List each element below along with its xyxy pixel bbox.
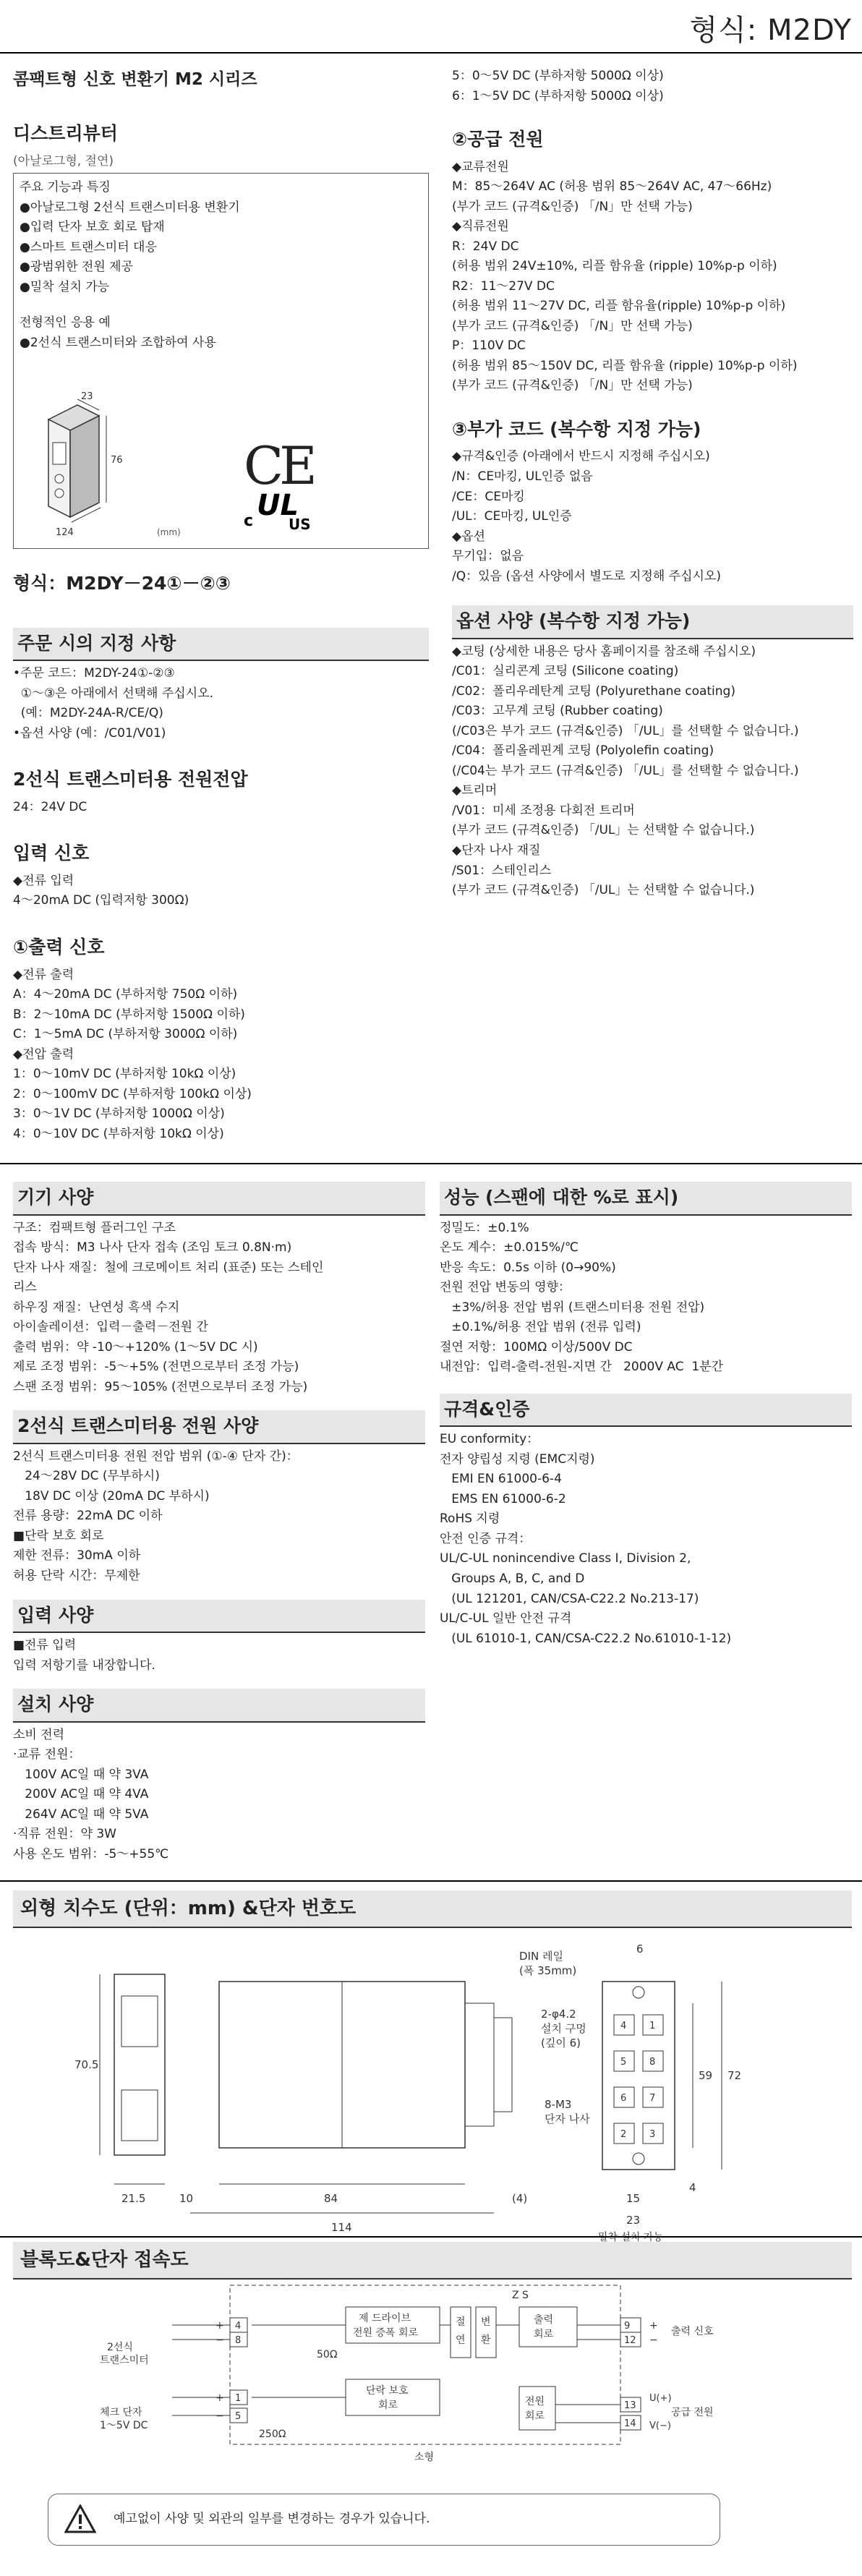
polarity-sign: +: [216, 2392, 224, 2404]
device-spec-title: 기기 사양: [13, 1182, 425, 1216]
addcode-list: [452, 447, 853, 587]
psu-title: 2선식 트랜스미터용 전원전압: [13, 769, 248, 790]
list-item: 264V AC일 때 약 5VA: [13, 1807, 149, 1822]
ohm1: 50Ω: [317, 2349, 338, 2360]
list-item: EU conformity：: [440, 1432, 539, 1447]
list-item: 스팬 조정 범위：95～105% (전면으로부터 조정 가능): [13, 1379, 308, 1394]
terminal-number: 14: [624, 2418, 636, 2429]
screw-sub: 단자 나사: [545, 2112, 590, 2125]
dim-height: 76: [111, 455, 123, 466]
list-item: 내전압：입력-출력-전원-지면 간 2000V AC 1분간: [440, 1360, 724, 1375]
install-spec-title: 설치 사양: [13, 1689, 425, 1723]
dim-term-w2: 23: [626, 2214, 641, 2227]
list-item: 소비 전력: [13, 1727, 65, 1742]
list-item: /CE：CE마킹: [452, 489, 525, 504]
features-title: 주요 기능과 특징: [20, 180, 111, 195]
terminal-number: 4: [235, 2321, 242, 2332]
list-item: ■단락 보호 회로: [13, 1528, 104, 1543]
list-item: ●광범위한 전원 제공: [20, 260, 134, 275]
list-item: EMI EN 61000-6-4: [440, 1472, 562, 1487]
list-item: ①～③은 아래에서 선택해 주십시오.: [13, 686, 213, 701]
dim-depth: 124: [56, 527, 74, 539]
list-item: 18V DC 이상 (20mA DC 부하시): [13, 1488, 210, 1504]
list-item: 출력 범위：약 -10～+120% (1～5V DC 시): [13, 1339, 258, 1355]
list-item: (/C03은 부가 코드 (규격&인증) 「/UL」를 선택할 수 없습니다.): [452, 723, 799, 738]
svg-text:UL: UL: [257, 489, 299, 523]
list-item: R2：11～27V DC: [452, 278, 555, 294]
polarity-sign: +: [649, 2320, 658, 2332]
list-item: 3：0～1V DC (부하저항 1000Ω 이상): [13, 1106, 225, 1122]
list-item: 접속 방식：M3 나사 단자 접속 (조임 토크 0.8N·m): [13, 1240, 292, 1255]
dim-width: 23: [81, 391, 93, 403]
list-item: 24～28V DC (무부하시): [13, 1469, 160, 1484]
list-item: ●입력 단자 보호 회로 탑재: [20, 220, 165, 235]
dim-rail-gap: (4): [512, 2192, 528, 2205]
list-item: UL/C-UL nonincendive Class I, Division 2,: [440, 1551, 691, 1566]
output-list: [13, 965, 429, 1145]
terminal-number: 1: [235, 2393, 242, 2404]
std-title: 규격&인증: [440, 1394, 852, 1428]
list-item: ◆옵션: [452, 529, 485, 544]
dim-note: · 밀착 설치 가능: [592, 2232, 663, 2242]
din-label: DIN 레일: [519, 1950, 563, 1963]
dim-total-width: 114: [331, 2221, 352, 2234]
list-item: ◆규격&인증 (아래에서 반드시 지정해 주십시오): [452, 449, 710, 464]
terminal-number: 1: [649, 2021, 656, 2031]
addcode-title: ③부가 코드 (복수항 지정 가능): [452, 418, 701, 440]
u-plus: U(+): [649, 2393, 672, 2404]
list-item: (예：M2DY-24A-R/CE/Q): [13, 706, 163, 721]
list-item: •옵션 사양 (예：/C01/V01): [13, 725, 166, 741]
list-item: (허용 범위 11～27V DC, 리플 함유율(ripple) 10%p-p 이하): [452, 299, 786, 314]
order-title: 주문 시의 지정 사항: [13, 628, 429, 662]
terminal-number: 2: [620, 2129, 627, 2140]
dim-term-top: 6: [636, 1942, 644, 1956]
list-item: •주문 코드：M2DY-24①-②③: [13, 666, 175, 681]
power1: 전원: [525, 2396, 545, 2407]
terminal-number: 12: [624, 2335, 636, 2346]
list-item: 입력 저항기를 내장합니다.: [13, 1658, 155, 1673]
input-title: 입력 신호: [13, 843, 90, 864]
case-label: 소형: [414, 2452, 435, 2463]
list-item: (/C04는 부가 코드 (규격&인증) 「/UL」를 선택할 수 없습니다.): [452, 763, 799, 778]
list-item: 4：0～10V DC (부하저항 10kΩ 이상): [13, 1126, 224, 1141]
features-box: [13, 173, 429, 549]
option-title: 옵션 사양 (복수항 지정 가능): [452, 605, 853, 639]
limiter2: 전원 증폭 회로: [353, 2327, 419, 2339]
list-item: 아이솔레이션：입력－출력－전원 간: [13, 1320, 208, 1335]
list-item: (허용 범위 85～150V DC, 리플 함유율 (ripple) 10%p-p 이하): [452, 358, 798, 373]
std-list: [440, 1430, 852, 1649]
terminal-number: 8: [235, 2335, 242, 2346]
notice-box: [48, 2494, 720, 2546]
list-item: ±0.1%/허용 전압 범위 (전류 입력): [440, 1320, 641, 1335]
polarity-sign: +: [216, 2320, 224, 2332]
tx-label2: 트랜스미터: [100, 2355, 149, 2366]
list-item: (UL 61010-1, CAN/CSA-C22.2 No.61010-1-12): [440, 1631, 732, 1646]
install-spec-list: [13, 1726, 425, 1865]
list-item: ●2선식 트랜스미터와 조합하여 사용: [20, 336, 216, 350]
list-item: /C03：고무계 코팅 (Rubber coating): [452, 704, 663, 719]
list-item: 전자 양립성 지령 (EMC지령): [440, 1451, 595, 1467]
power-title: ②공급 전원: [452, 129, 544, 150]
list-item: 6：1～5V DC (부하저항 5000Ω 이상): [452, 88, 664, 103]
list-item: 절연 저항：100MΩ 이상/500V DC: [440, 1339, 633, 1355]
list-item: 1：0～10mV DC (부하저항 10kΩ 이상): [13, 1067, 236, 1082]
product-name: 디스트리뷰터: [13, 123, 118, 145]
svg-text:c: c: [244, 512, 254, 531]
power-list: [452, 158, 853, 396]
list-item: ●스마트 트랜스미터 대응: [20, 239, 157, 255]
list-item: 200V AC일 때 약 4VA: [13, 1787, 149, 1802]
list-item: (UL 121201, CAN/CSA-C22.2 No.213-17): [440, 1591, 699, 1606]
terminal-number: 5: [620, 2057, 627, 2068]
terminal-number: 3: [649, 2129, 656, 2140]
dim-gap: 10: [179, 2192, 194, 2205]
model-title: 형식: M2DY: [689, 14, 852, 47]
list-item: 24：24V DC: [13, 799, 88, 814]
list-item: 2：0～100mV DC (부하저항 100kΩ 이상): [13, 1086, 252, 1101]
notice-text: 예고없이 사양 및 외관의 일부를 변경하는 경우가 있습니다.: [114, 2512, 430, 2527]
terminal-number: 6: [620, 2093, 627, 2104]
list-item: /Q：있음 (옵션 사양에서 별도로 지정해 주십시오): [452, 568, 721, 584]
dim-term-side: 4: [689, 2181, 696, 2194]
dimensions-title: 외형 치수도 (단위：mm) &단자 번호도: [13, 1890, 852, 1928]
list-item: 2선식 트랜스미터용 전원 전압 범위 (①-④ 단자 간)：: [13, 1449, 299, 1464]
section-divider-2: [0, 1880, 862, 1882]
list-item: 4～20mA DC (입력저항 300Ω): [13, 893, 189, 908]
dim-front-height: 70.5: [74, 2058, 99, 2071]
list-item: (허용 범위 24V±10%, 리플 함유율 (ripple) 10%p-p 이하): [452, 259, 777, 274]
list-item: (부가 코드 (규격&인증) 「/UL」는 선택할 수 없습니다.): [452, 883, 755, 898]
series-title: 콤팩트형 신호 변환기 M2 시리즈: [13, 70, 257, 89]
right-column: [452, 67, 853, 901]
protect1: 단락 보호: [366, 2385, 409, 2397]
list-item: P：110V DC: [452, 338, 526, 354]
list-item: 제한 전류：30mA 이하: [13, 1548, 141, 1564]
isolate2: 연: [456, 2334, 466, 2346]
list-item: /S01：스테인리스: [452, 863, 552, 878]
output-title: ①출력 신호: [13, 937, 105, 958]
list-item: B：2～10mA DC (부하저항 1500Ω 이하): [13, 1007, 245, 1022]
list-item: ◆직류전원: [452, 219, 509, 234]
dim-term-w1: 15: [626, 2192, 641, 2205]
apps-list: [20, 333, 422, 354]
svg-text:US: US: [289, 516, 311, 534]
section-divider: [0, 1163, 862, 1164]
list-item: R：24V DC: [452, 239, 519, 254]
list-item: ·교류 전원：: [13, 1747, 81, 1762]
polarity-sign: −: [216, 2410, 224, 2422]
list-item: RoHS 지령: [440, 1511, 500, 1527]
input-spec-list: [13, 1636, 425, 1676]
amp2: 환: [481, 2334, 491, 2346]
option-list: [452, 642, 853, 901]
left-column: [13, 67, 429, 1144]
specs-left: [13, 1173, 425, 1864]
dim-side-width: 84: [324, 2192, 338, 2205]
list-item: ◆전류 출력: [13, 967, 74, 982]
list-item: ◆전류 입력: [13, 873, 74, 888]
list-item: M：85～264V AC (허용 범위 85～264V AC, 47～66Hz): [452, 179, 772, 195]
list-item: /C04：폴리올레핀계 코팅 (Polyolefin coating): [452, 743, 714, 759]
pwr-label: 공급 전원: [671, 2407, 714, 2418]
list-item: 5：0～5V DC (부하저항 5000Ω 이상): [452, 69, 664, 83]
list-item: 허용 단락 시간：무제한: [13, 1568, 140, 1583]
list-item: 정밀도：±0.1%: [440, 1220, 529, 1235]
terminal-number: 13: [624, 2400, 636, 2411]
terminal-number: 9: [624, 2321, 631, 2332]
list-item: 온도 계수：±0.015%/℃: [440, 1240, 579, 1255]
model-code: 형식：M2DY－24①－②③: [13, 573, 231, 594]
list-item: ◆교류전원: [452, 159, 509, 174]
list-item: /UL：CE마킹, UL인증: [452, 509, 572, 524]
block-diagram: [13, 2271, 852, 2473]
dim-term-h2: 72: [727, 2069, 742, 2082]
hole-label: 2-φ4.2: [541, 2008, 576, 2021]
hole-sub1: 설치 구멍: [541, 2022, 586, 2035]
hole-sub2: (깊이 6): [541, 2037, 581, 2050]
list-item: /C01：실리콘계 코팅 (Silicone coating): [452, 664, 679, 679]
psu-list: [13, 798, 429, 818]
warning-icon: [64, 2504, 96, 2533]
list-item: 사용 온도 범위：-5～+55℃: [13, 1846, 169, 1861]
dim-front-width: 21.5: [121, 2192, 146, 2205]
tx-spec-title: 2선식 트랜스미터용 전원 사양: [13, 1410, 425, 1444]
v-minus: V(−): [649, 2421, 671, 2431]
limiter1: 제 드라이브: [359, 2313, 411, 2324]
list-item: (부가 코드 (규격&인증) 「/N」만 선택 가능): [452, 378, 693, 393]
list-item: 안전 인증 규격：: [440, 1531, 532, 1546]
dimension-drawing: [13, 1924, 852, 2242]
list-item: (부가 코드 (규격&인증) 「/N」만 선택 가능): [452, 199, 693, 214]
list-item: ◆단자 나사 재질: [452, 843, 541, 858]
ce-mark-logo: CE: [244, 435, 313, 497]
polarity-sign: −: [216, 2334, 224, 2346]
list-item: 제로 조정 범위：-5～+5% (전면으로부터 조정 가능): [13, 1360, 299, 1375]
terminal-number: 8: [649, 2057, 656, 2068]
list-item: /N：CE마킹, UL인증 없음: [452, 469, 593, 484]
list-item: ■전류 입력: [13, 1638, 77, 1652]
list-item: 100V AC일 때 약 3VA: [13, 1767, 149, 1782]
product-drawing: [27, 391, 258, 542]
out-label: 출력 신호: [671, 2326, 714, 2337]
din-sub: (폭 35mm): [519, 1964, 577, 1977]
product-subtitle: (아날로그형, 절연): [13, 153, 114, 169]
list-item: ●아날로그형 2선식 트랜스미터용 변환기: [20, 200, 240, 215]
list-item: 전원 전압 변동의 영향：: [440, 1280, 571, 1295]
list-item: ±3%/허용 전압 범위 (트랜스미터용 전원 전압): [440, 1300, 705, 1315]
screw-label: 8-M3: [545, 2098, 572, 2111]
list-item: ●밀착 설치 가능: [20, 279, 110, 294]
list-item: 무기입：없음: [452, 549, 524, 564]
block-title: 블록도&단자 접속도: [13, 2242, 852, 2279]
out1: 출력: [534, 2314, 554, 2326]
list-item: Groups A, B, C, and D: [440, 1571, 585, 1586]
apps-title: 전형적인 응용 예: [20, 315, 111, 330]
perf-title: 성능 (스팬에 대한 %로 표시): [440, 1182, 852, 1216]
list-item: /C02：폴리우레탄계 코팅 (Polyurethane coating): [452, 683, 735, 699]
tx-label1: 2선식: [107, 2342, 133, 2353]
dim-term-h1: 59: [699, 2069, 713, 2082]
list-item: 리스: [13, 1280, 37, 1295]
list-item: ◆코팅 (상세한 내용은 당사 홈페이지를 참조해 주십시오): [452, 644, 756, 659]
list-item: A：4～20mA DC (부하저항 750Ω 이하): [13, 987, 238, 1002]
amp1: 변: [481, 2316, 491, 2328]
specs-right: [440, 1173, 852, 1649]
list-item: EMS EN 61000-6-2: [440, 1491, 566, 1506]
ohm2: 250Ω: [259, 2428, 286, 2440]
input-list: [13, 871, 429, 911]
cul-us-logo: [244, 486, 323, 537]
zs-label: Z S: [512, 2290, 529, 2301]
list-item: ◆트리머: [452, 783, 498, 798]
list-item: /V01：미세 조정용 다회전 트리머: [452, 803, 635, 818]
dim-unit: (mm): [157, 527, 181, 538]
features-list: [20, 198, 422, 298]
list-item: UL/C-UL 일반 안전 규격: [440, 1611, 572, 1626]
perf-list: [440, 1219, 852, 1378]
check-label2: 1～5V DC: [100, 2420, 148, 2431]
out2: 회로: [534, 2329, 554, 2340]
output-continued: [452, 67, 853, 106]
list-item: (부가 코드 (규격&인증) 「/UL」는 선택할 수 없습니다.): [452, 823, 755, 838]
list-item: 전류 용량：22mA DC 이하: [13, 1509, 163, 1524]
terminal-number: 4: [620, 2021, 627, 2031]
tx-spec-list: [13, 1447, 425, 1587]
input-spec-title: 입력 사양: [13, 1600, 425, 1634]
section-divider-3: [0, 2236, 862, 2238]
list-item: 하우징 재질：난연성 흑색 수지: [13, 1300, 180, 1315]
power2: 회로: [525, 2410, 545, 2422]
list-item: 구조：컴팩트형 플러그인 구조: [13, 1220, 176, 1235]
terminal-number: 5: [235, 2411, 242, 2422]
check-label1: 체크 단자: [100, 2407, 142, 2418]
isolate1: 절: [456, 2316, 466, 2328]
list-item: C：1～5mA DC (부하저항 3000Ω 이하): [13, 1027, 238, 1042]
list-item: ◆전압 출력: [13, 1046, 74, 1062]
terminal-number: 7: [649, 2093, 656, 2104]
order-list: [13, 664, 429, 743]
list-item: 단자 나사 재질：철에 크로메이트 처리 (표준) 또는 스테인: [13, 1260, 324, 1275]
polarity-sign: −: [649, 2334, 658, 2346]
list-item: ·직류 전원：약 3W: [13, 1827, 116, 1842]
list-item: 반응 속도：0.5s 이하 (0→90%): [440, 1260, 616, 1275]
device-spec-list: [13, 1219, 425, 1398]
list-item: (부가 코드 (규격&인증) 「/N」만 선택 가능): [452, 318, 693, 333]
protect2: 회로: [378, 2400, 398, 2411]
